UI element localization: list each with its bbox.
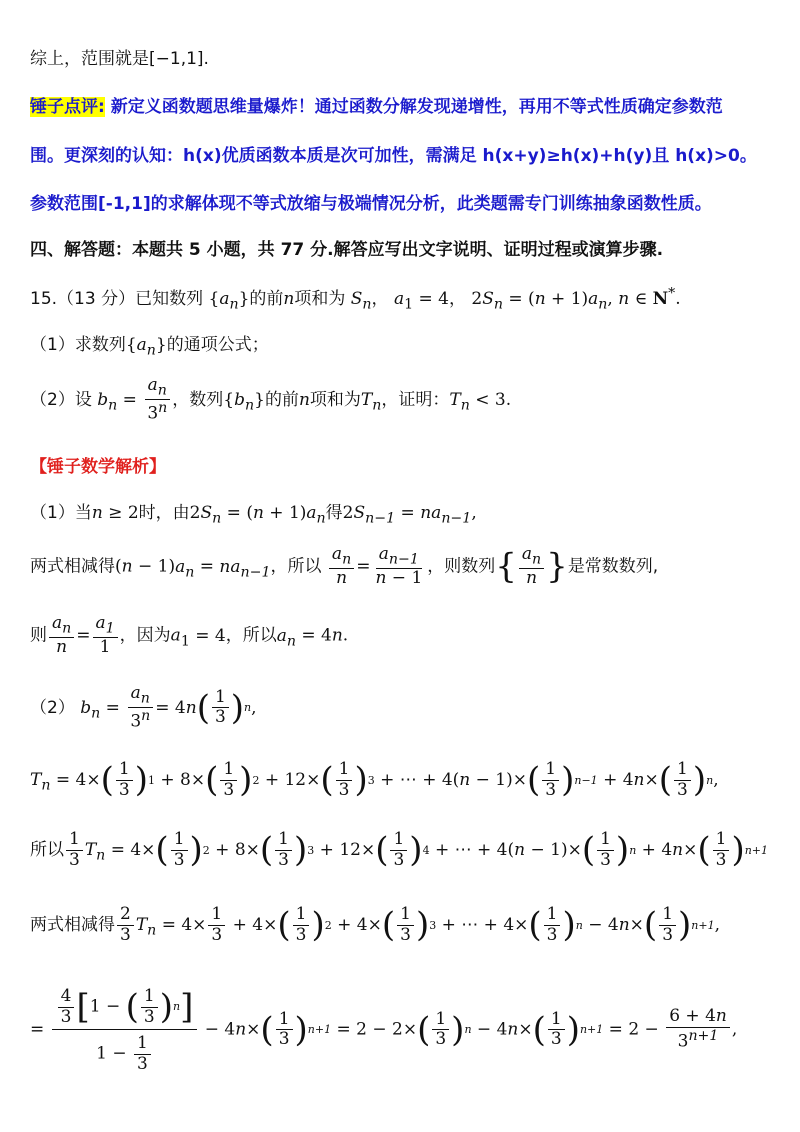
solution-line-5: $T_n = 4\times$ ( $\frac{1}{3}$ ) 1 + 8× ( $\frac{1}{3}$ ) 2 + 12× ( $\frac{1}{3}$ ) 3 + ⋯ + 4(n − 1)× ( $\frac{1}{3}$ ) n−1 + 4n× ( $\frac{1}{3}$ ) n , bbox=[30, 759, 719, 801]
commentary-line-1 bbox=[30, 92, 723, 117]
solution-line-1: （1）当n ≥ 2时，由$2S_n = (n + 1)a_n$得$2S_{n-1} = na_{n-1}$, bbox=[30, 503, 477, 527]
problem-part-2: （2）设 $b_n$ = $\frac{a_n}{3^n}$ ，数列$\{b_n\}$的前n项和为$T_n$，证明：$T_n < 3$. bbox=[30, 375, 512, 424]
solution-line-7: 两式相减得 $\frac{2}{3}$ $T_n = 4\times$ $\frac{1}{3}$ + 4× ( $\frac{1}{3}$ ) 2 + 4× ( $\frac{1}{3}$ ) 3 + ⋯ + 4× ( $\frac{1}{3}$ ) n − 4n× ( $\frac{1}{3}$ ) n+1 , bbox=[30, 904, 720, 946]
solution-line-6: 所以 $\frac{1}{3}$ $T_n = 4\times$ ( $\frac{1}{3}$ ) 2 + 8× ( $\frac{1}{3}$ ) 3 + 12× ( $\frac{1}{3}$ ) 4 + ⋯ + 4(n − 1)× ( $\frac{1}{3}$ ) n + 4n× ( $\frac{1}{3}$ ) n+1 bbox=[30, 829, 769, 871]
solution-line-4: （2） $b_n$ = $\frac{a_n}{3^n}$ = 4n ( $\frac{1}{3}$ ) n , bbox=[30, 683, 257, 732]
commentary-line-3: 参数范围[-1,1]的求解体现不等式放缩与极端情况分析，此类题需专门训练抽象函数性质。 bbox=[30, 194, 712, 214]
section-heading: 四、解答题：本题共 5 小题，共 77 分.解答应写出文字说明、证明过程或演算步骤. bbox=[30, 240, 664, 260]
problem-part-1: （1）求数列$\{a_n\}$的通项公式； bbox=[30, 335, 269, 359]
problem-stem: 15.（13 分）已知数列 $\{a_n\}$的前n项和为 $S_n$， $a_1 = 4$， $2S_n = (n + 1)a_n$, n ∈ N*. bbox=[30, 285, 681, 313]
solution-line-8: = $\frac{4}{3}$ [1 − ( $\frac{1}{3}$ ) n ] 1 − $\frac{1}{3}$ − 4n× ( $\frac{1}{3}$ ) n+1 = 2 − 2× ( $\frac{1}{3}$ ) n − 4n× ( $\frac{1}{3}$ ) n+1 = 2 − $\frac{6 + 4n}{3^{n+1}}$ , bbox=[30, 986, 738, 1074]
solution-line-3: 则 $\frac{a_n}{n}$ = $\frac{a_1}{1}$ ，因为$a_1 = 4$，所以$a_n = 4n$. bbox=[30, 613, 349, 657]
solution-line-2: 两式相减得$(n - 1)a_n = na_{n-1}$，所以 $\frac{a_n}{n}$ = $\frac{a_{n-1}}{n - 1}$ ，则数列{ $\frac{a_n}{n}$ }是常数数列, bbox=[30, 544, 659, 588]
conclusion-line: 综上，范围就是[−1,1]. bbox=[30, 49, 209, 69]
commentary-line-2: 围。更深刻的认知：h(x)优质函数本质是次可加性，需满足 h(x+y)≥h(x)+h(y)且 h(x)>0。 bbox=[30, 146, 757, 166]
commentary-text-1: 新定义函数题思维量爆炸！通过函数分解发现递增性，再用不等式性质确定参数范 bbox=[104, 97, 723, 117]
commentary-label: 锤子点评: bbox=[30, 97, 105, 117]
analysis-title: 【锤子数学解析】 bbox=[30, 457, 166, 477]
